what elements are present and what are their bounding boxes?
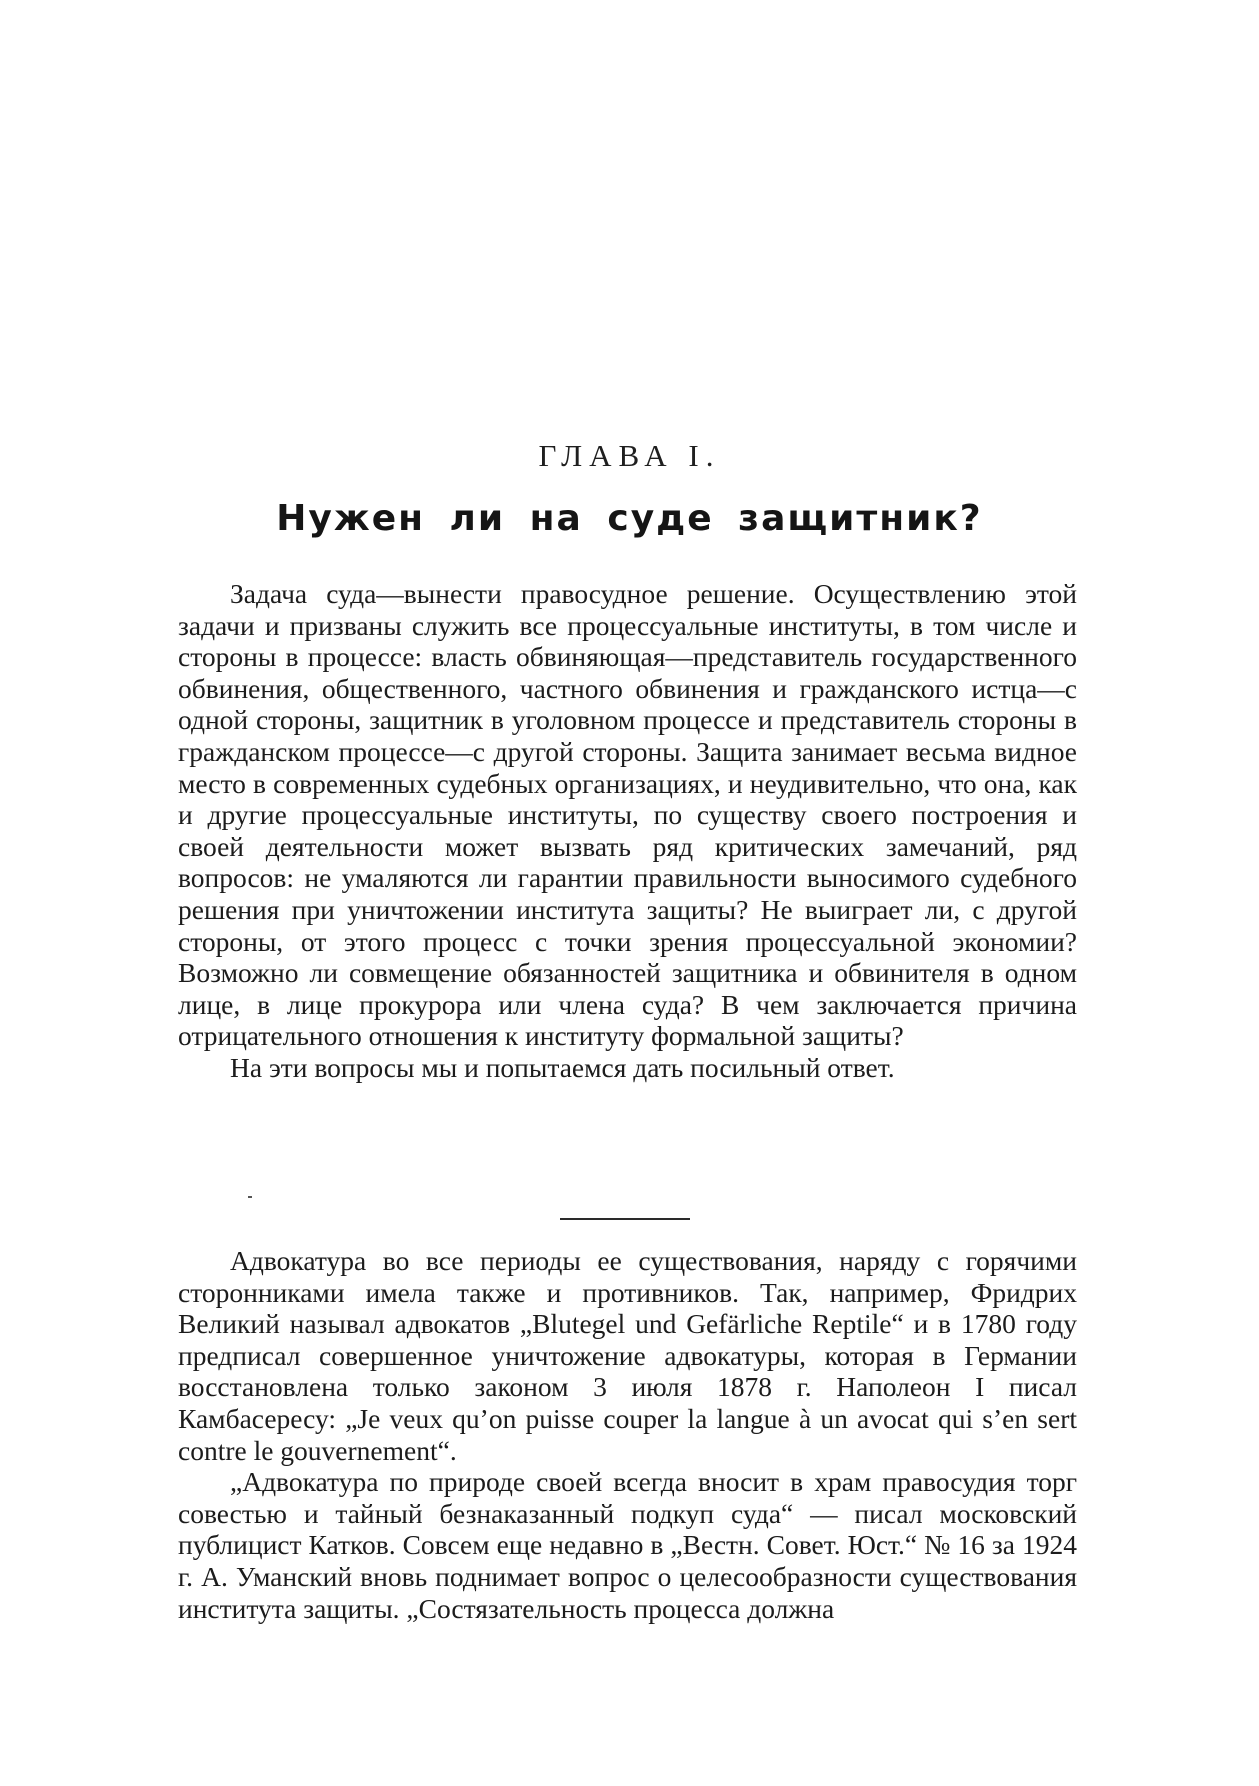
chapter-title: Нужен ли на суде защитник? [276, 498, 983, 539]
paragraph-task-of-court: Задача суда—вынести правосудное решение. Осуществлению этой задачи и призваны служить все процессуальные институты, в том числе и стороны в процессе: власть обвиняющая—представитель государственного обвинения, общественного, частного обвинения и гражданского истца—с одной стороны, защитник в уголовном процессе и представитель стороны в гражданском процессе—с другой стороны. Защита занимает весьма видное место в современных судебных организациях, и неудивительно, что она, как и другие процессуальные институты, по существу своего построения и своей деятельности может вызвать ряд критических замечаний, ряд вопросов: не умаляются ли гарантии правильности выносимого судебного решения при уничтожении института защиты? Не выиграет ли, с другой стороны, от этого процесс с точки зрения процессуальной экономии? Возможно ли совмещение обязанностей защитника и обвинителя в одном лице, в лице прокурора или члена суда? В чем заключается причина отрицательного отношения к институту формальной защиты? [178, 578, 1077, 1052]
chapter-label: ГЛАВА I. [538, 438, 721, 473]
paragraph-advocacy-history: Адвокатура во все периоды ее существования, наряду с горячими сторонниками имела также и противников. Так, например, Фридрих Великий называл адвокатов „Blutegel und Gefärliche Reptile“ и в 1780 году предписал совершенное уничтожение адвокатуры, которая в Германии восстановлена только законом 3 июля 1878 г. Наполеон I писал Камбасересу: „Je veux qu’on puisse couper la langue à un avocat qui s’en sert contre le gouvernement“. [178, 1245, 1077, 1466]
intro-section [178, 578, 1077, 1084]
print-speck [248, 1196, 252, 1198]
paragraph-katkov-quote: „Адвокатура по природе своей всегда вносит в храм правосудия торг совестью и тайный безнаказанный подкуп суда“ — писал московский публицист Катков. Совсем еще недавно в „Вестн. Совет. Юст.“ № 16 за 1924 г. А. Уманский вновь поднимает вопрос о целесообразности существования института защиты. „Состязательность процесса должна [178, 1466, 1077, 1624]
section-divider [560, 1218, 690, 1220]
history-section [178, 1245, 1077, 1624]
paragraph-answer-intent: На эти вопросы мы и попытаемся дать посильный ответ. [230, 1051, 895, 1083]
